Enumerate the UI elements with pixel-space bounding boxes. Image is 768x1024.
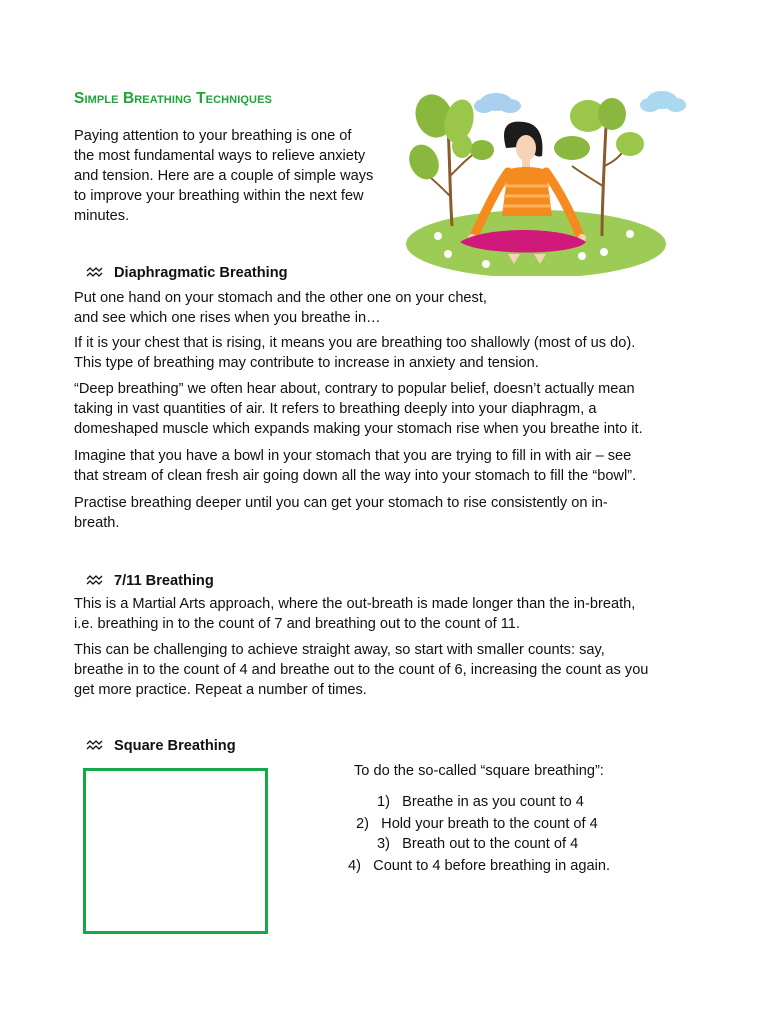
- aquarius-icon: [86, 739, 104, 751]
- paragraph: [74, 288, 487, 328]
- paragraph-line: get more practice. Repeat a number of times.: [74, 682, 367, 698]
- paragraph-line: breath.: [74, 515, 120, 531]
- step-text: Hold your breath to the count of 4: [381, 816, 598, 832]
- paragraph-line: breathe in to the count of 4 and breathe out to the count of 6, increasing the count as you: [74, 662, 649, 678]
- step-item: [377, 836, 578, 852]
- paragraph-line: taking in vast quantities of air. It refers to breathing deeply into your diaphragm, a: [74, 401, 597, 417]
- step-item: [377, 794, 584, 810]
- cloud-icon: [640, 91, 686, 112]
- step-number: 1): [377, 794, 390, 810]
- paragraph-line: If it is your chest that is rising, it means you are breathing too shallowly (most of us do).: [74, 335, 636, 351]
- paragraph-line: Practise breathing deeper until you can get your stomach to rise consistently on in-: [74, 495, 608, 511]
- section-heading-text: 7/11 Breathing: [114, 573, 214, 589]
- paragraph: [74, 379, 643, 439]
- intro-paragraph: [74, 126, 404, 226]
- step-number: 4): [348, 858, 361, 874]
- intro-line: the most fundamental ways to relieve anxiety: [74, 148, 366, 164]
- square-breathing-intro: To do the so-called “square breathing”:: [354, 763, 604, 779]
- section-heading-diaphragmatic: [86, 265, 288, 281]
- aquarius-icon: [86, 574, 104, 586]
- square-diagram: [83, 768, 268, 934]
- paragraph: [74, 493, 608, 533]
- step-text: Breathe in as you count to 4: [402, 794, 584, 810]
- section-heading-7-11: [86, 573, 214, 589]
- page-title: Simple Breathing Techniques: [74, 90, 272, 107]
- paragraph-line: Imagine that you have a bowl in your stomach that you are trying to fill in with air – see: [74, 448, 632, 464]
- paragraph: [74, 333, 635, 373]
- intro-line: to improve your breathing within the next few: [74, 188, 364, 204]
- aquarius-icon: [86, 266, 104, 278]
- paragraph-line: This can be challenging to achieve straight away, so start with smaller counts: say,: [74, 642, 605, 658]
- step-number: 2): [356, 816, 369, 832]
- meditating-woman-illustration: [404, 86, 694, 276]
- cloud-icon: [474, 93, 521, 113]
- intro-line: Paying attention to your breathing is one of: [74, 128, 352, 144]
- paragraph-line: “Deep breathing” we often hear about, contrary to popular belief, doesn’t actually mean: [74, 381, 635, 397]
- intro-line: and tension. Here are a couple of simple ways: [74, 168, 374, 184]
- paragraph: [74, 594, 635, 634]
- step-number: 3): [377, 836, 390, 852]
- paragraph: [74, 640, 648, 700]
- step-item: [356, 816, 598, 832]
- paragraph-line: that stream of clean fresh air going down all the way into your stomach to fill the “bowl”.: [74, 468, 637, 484]
- section-heading-text: Square Breathing: [114, 738, 236, 754]
- step-text: Breath out to the count of 4: [402, 836, 579, 852]
- paragraph-line: i.e. breathing in to the count of 7 and breathing out to the count of 11.: [74, 616, 520, 632]
- step-text: Count to 4 before breathing in again.: [373, 858, 611, 874]
- paragraph: [74, 446, 636, 486]
- paragraph-line: This is a Martial Arts approach, where the out-breath is made longer than the in-breath,: [74, 596, 636, 612]
- paragraph-line: Put one hand on your stomach and the other one on your chest,: [74, 290, 487, 306]
- section-heading-text: Diaphragmatic Breathing: [114, 265, 288, 281]
- intro-line: minutes.: [74, 208, 130, 224]
- paragraph-line: and see which one rises when you breathe in…: [74, 310, 381, 326]
- paragraph-line: This type of breathing may contribute to increase in anxiety and tension.: [74, 355, 539, 371]
- step-item: [348, 858, 610, 874]
- section-heading-square: [86, 738, 236, 754]
- paragraph-line: domeshaped muscle which expands making your stomach rise when you breathe into it.: [74, 421, 643, 437]
